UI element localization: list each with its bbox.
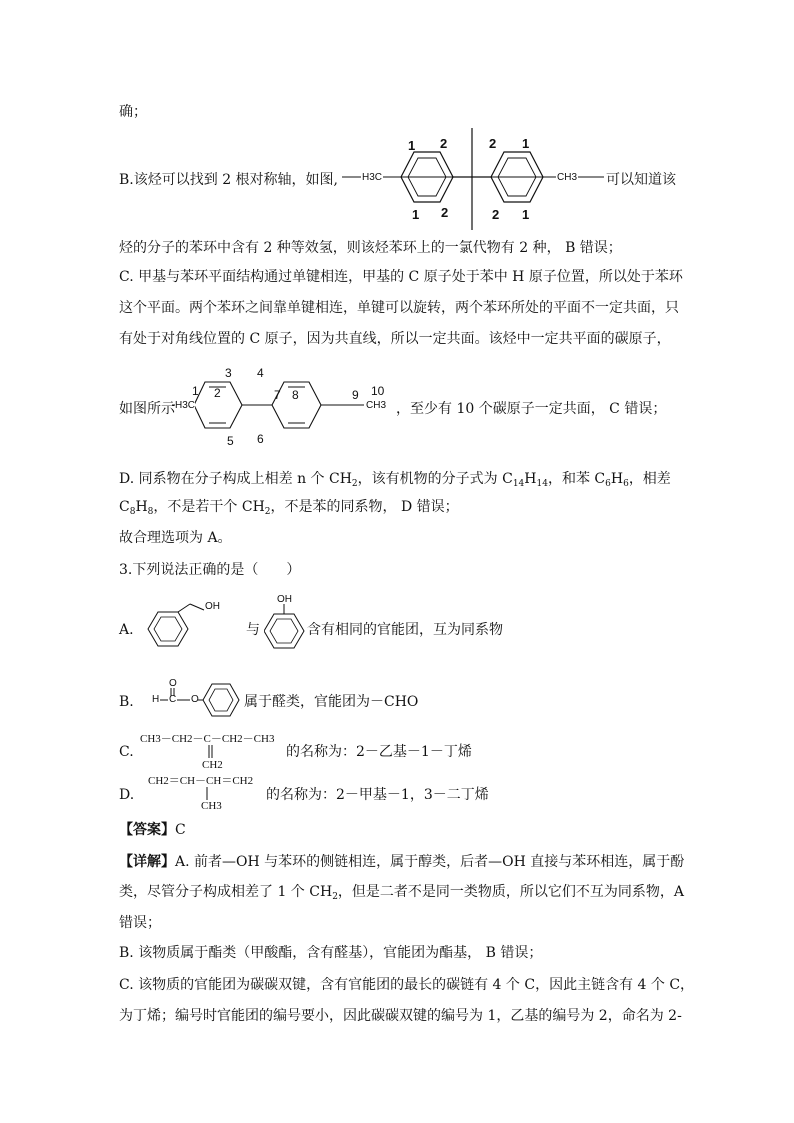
option-c-branch: CH2 xyxy=(202,759,223,771)
option-c-formula: CH3－CH2－C－CH2－CH3 xyxy=(140,733,275,745)
text-line: ，至少有 10 个碳原子一定共面， C 错误； xyxy=(396,401,667,417)
text-line: 这个平面。两个苯环之间靠单键相连，单键可以旋转，两个苯环所处的平面不一定共面，只 xyxy=(119,300,679,316)
option-c-text: 的名称为：2－乙基－1－丁烯 xyxy=(286,744,472,760)
double-bond xyxy=(205,745,217,759)
text-line: 故合理选项为 A。 xyxy=(119,530,232,546)
fig1-label: 2 xyxy=(441,205,449,220)
benzyl-alcohol-structure xyxy=(144,594,244,654)
single-bond xyxy=(202,787,212,801)
text-line: 确； xyxy=(119,104,147,120)
text-line: $C_8H_8$，不是若干个 $CH_2$，不是苯的同系物， D 错误； xyxy=(119,499,459,517)
fig2-label: 5 xyxy=(227,434,234,448)
option-d-formula: CH2＝CH－CH＝CH2 xyxy=(148,775,254,787)
fig2-label: 10 xyxy=(371,384,385,398)
text-line: D. 同系物在分子构成上相差 n 个 $CH_2$，该有机物的分子式为 $C_{14}H_{14}$，和苯 $C_6H_6$，相差 xyxy=(119,471,671,489)
option-d-label: D. xyxy=(119,787,135,803)
fig1-label: 1 xyxy=(522,136,530,151)
detail-line: B. 该物质属于酯类（甲酸酯，含有醛基），官能团为酯基， B 错误； xyxy=(119,945,543,961)
fig1-label: 1 xyxy=(412,207,420,222)
option-d-branch: CH3 xyxy=(201,800,222,812)
detail-line: C. 该物质的官能团为碳碳双键，含有官能团的最长的碳链有 4 个 C，因此主链含有 4 个 C， xyxy=(119,977,695,993)
answer-line: 【答案】C xyxy=(119,822,186,838)
fig2-label: 7 xyxy=(274,388,281,402)
option-d-text: 的名称为：2－甲基－1，3－二丁烯 xyxy=(266,787,489,803)
methyl-label: H3C xyxy=(175,400,196,411)
hydroxyl-label: OH xyxy=(277,594,292,605)
text-line: C. 甲基与苯环平面结构通过单键相连，甲基的 C 原子处于苯中 H 原子位置，所以处于苯环 xyxy=(119,269,683,285)
fig2-label: 3 xyxy=(225,366,232,380)
fig1-label: 1 xyxy=(522,207,530,222)
text-line: 烃的分子的苯环中含有 2 种等效氢，则该烃苯环上的一氯代物有 2 种， B 错误； xyxy=(119,240,622,256)
option-c-label: C. xyxy=(119,744,134,760)
fig1-label: 2 xyxy=(492,207,500,222)
detail-line: 类，尽管分子构成相差了 1 个 $CH_2$，但是二者不是同一类物质，所以它们不互为同系物，A xyxy=(119,884,685,902)
detail-line: 【详解】A. 前者—OH 与苯环的侧链相连，属于醇类，后者—OH 直接与苯环相连，属于酚 xyxy=(119,854,685,870)
detail-line: 错误； xyxy=(119,915,161,931)
option-a-label: A. xyxy=(119,622,134,638)
text-line: 如图所示 xyxy=(119,401,175,417)
oxygen-label: O xyxy=(169,678,177,689)
fig1-label: 1 xyxy=(408,138,416,153)
fig1-label: 2 xyxy=(440,136,448,151)
text-line: 有处于对角线位置的 C 原子，因为共直线，所以一定共面。该烃中一定共平面的碳原子， xyxy=(119,331,671,347)
fig2-label: 9 xyxy=(352,388,359,402)
methyl-label: CH3 xyxy=(557,172,578,183)
fig2-label: 1 xyxy=(192,384,199,398)
detail-line: 为丁烯；编号时官能团的编号要小，因此碳碳双键的编号为 1，乙基的编号为 2，命名为 2- xyxy=(119,1008,682,1024)
fig2-label: 8 xyxy=(292,388,299,402)
fig2-label: 4 xyxy=(257,366,264,380)
fig2-label: 6 xyxy=(257,432,264,446)
option-b-intro: B.该烃可以找到 2 根对称轴，如图, xyxy=(119,172,338,188)
methyl-label: CH3 xyxy=(366,400,387,411)
methyl-label: H3C xyxy=(362,172,383,183)
oxygen-label: O xyxy=(191,694,199,705)
option-b-label: B. xyxy=(119,694,134,710)
hydroxyl-label: OH xyxy=(205,601,220,612)
option-b-intro-cont: 可以知道该 xyxy=(606,172,676,188)
hydrogen-label: H xyxy=(152,694,160,705)
fig1-label: 2 xyxy=(489,136,497,151)
option-a-connector: 与 xyxy=(246,622,260,638)
option-a-text: 含有相同的官能团，互为同系物 xyxy=(307,622,503,638)
fig2-label: 2 xyxy=(214,386,221,400)
question-3: 3.下列说法正确的是（ ） xyxy=(119,562,301,578)
carbon-label: C xyxy=(169,694,177,705)
option-b-text: 属于醛类，官能团为－CHO xyxy=(244,694,419,710)
